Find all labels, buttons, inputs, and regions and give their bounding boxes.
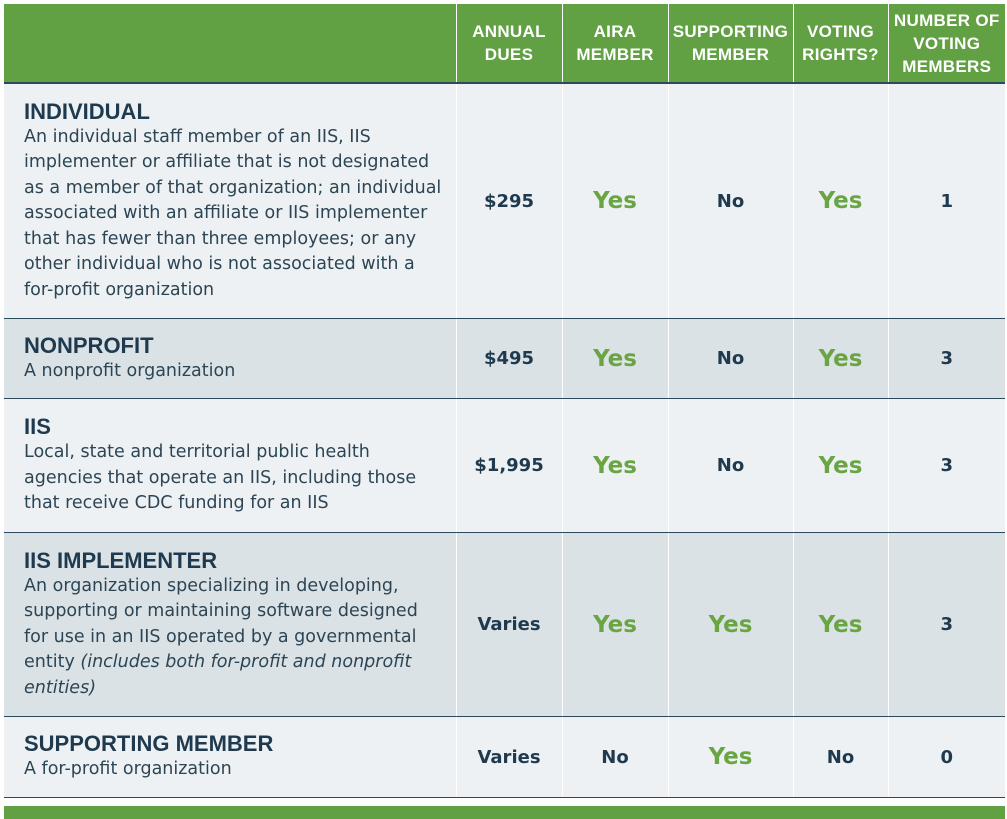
- table-row: [4, 399, 1005, 533]
- type-name: IIS: [24, 414, 51, 440]
- type-description: An organization specializing in developing, supporting or maintaining software designed for use in an IIS operated by a governmental entity: [24, 575, 418, 673]
- supporting-member-cell: Yes: [668, 533, 793, 717]
- voting-members-count-cell: 0: [888, 717, 1005, 798]
- header-type: [4, 4, 456, 83]
- annual-dues-cell: $295: [456, 83, 562, 319]
- type-description-wrapper: [24, 574, 446, 702]
- supporting-member-cell: Yes: [668, 717, 793, 798]
- voting-members-count-cell: 3: [888, 319, 1005, 399]
- voting-members-count-cell: 3: [888, 399, 1005, 533]
- type-description: A for-profit organization: [24, 759, 232, 780]
- membership-table: [4, 4, 1005, 798]
- footer-bar: [4, 806, 1005, 819]
- table-row: [4, 83, 1005, 319]
- voting-rights-cell: No: [793, 717, 888, 798]
- type-description: Local, state and territorial public health agencies that operate an IIS, including those that receive CDC funding for an IIS: [24, 442, 417, 514]
- header-row: [4, 4, 1005, 83]
- voting-rights-cell: Yes: [793, 319, 888, 399]
- type-name: NONPROFIT: [24, 332, 154, 358]
- header-number-of-voting-members: NUMBER OF VOTING MEMBERS: [888, 4, 1005, 83]
- type-name: SUPPORTING MEMBER: [24, 731, 274, 757]
- type-name: IIS IMPLEMENTER: [24, 547, 218, 573]
- annual-dues-cell: Varies: [456, 717, 562, 798]
- type-cell: [4, 83, 456, 319]
- header-annual-dues: ANNUAL DUES: [456, 4, 562, 83]
- aira-member-cell: Yes: [562, 399, 668, 533]
- voting-rights-cell: Yes: [793, 533, 888, 717]
- type-cell: [4, 717, 456, 798]
- type-description: An individual staff member of an IIS, IIS implementer or affiliate that is not designated as a member of that organization; an individual associated with an affiliate or IIS implementer that has fewer than three employees; or any other individual who is not associated with a for-profit organization: [24, 126, 442, 300]
- aira-member-cell: No: [562, 717, 668, 798]
- type-cell: [4, 319, 456, 399]
- annual-dues-cell: $1,995: [456, 399, 562, 533]
- aira-member-cell: Yes: [562, 319, 668, 399]
- supporting-member-cell: No: [668, 319, 793, 399]
- voting-rights-cell: Yes: [793, 83, 888, 319]
- type-description: A nonprofit organization: [24, 360, 236, 381]
- table-row: [4, 319, 1005, 399]
- supporting-member-cell: No: [668, 399, 793, 533]
- voting-rights-cell: Yes: [793, 399, 888, 533]
- header-voting-rights: VOTING RIGHTS?: [793, 4, 888, 83]
- table-row: [4, 533, 1005, 717]
- header-supporting-member: SUPPORTING MEMBER: [668, 4, 793, 83]
- voting-members-count-cell: 1: [888, 83, 1005, 319]
- type-cell: [4, 399, 456, 533]
- supporting-member-cell: No: [668, 83, 793, 319]
- voting-members-count-cell: 3: [888, 533, 1005, 717]
- aira-member-cell: Yes: [562, 83, 668, 319]
- type-name: INDIVIDUAL: [24, 98, 150, 124]
- annual-dues-cell: Varies: [456, 533, 562, 717]
- annual-dues-cell: $495: [456, 319, 562, 399]
- type-cell: [4, 533, 456, 717]
- type-description-note: (includes both for-profit and nonprofit entities): [24, 652, 412, 698]
- table-row: [4, 717, 1005, 798]
- header-aira-member: AIRA MEMBER: [562, 4, 668, 83]
- aira-member-cell: Yes: [562, 533, 668, 717]
